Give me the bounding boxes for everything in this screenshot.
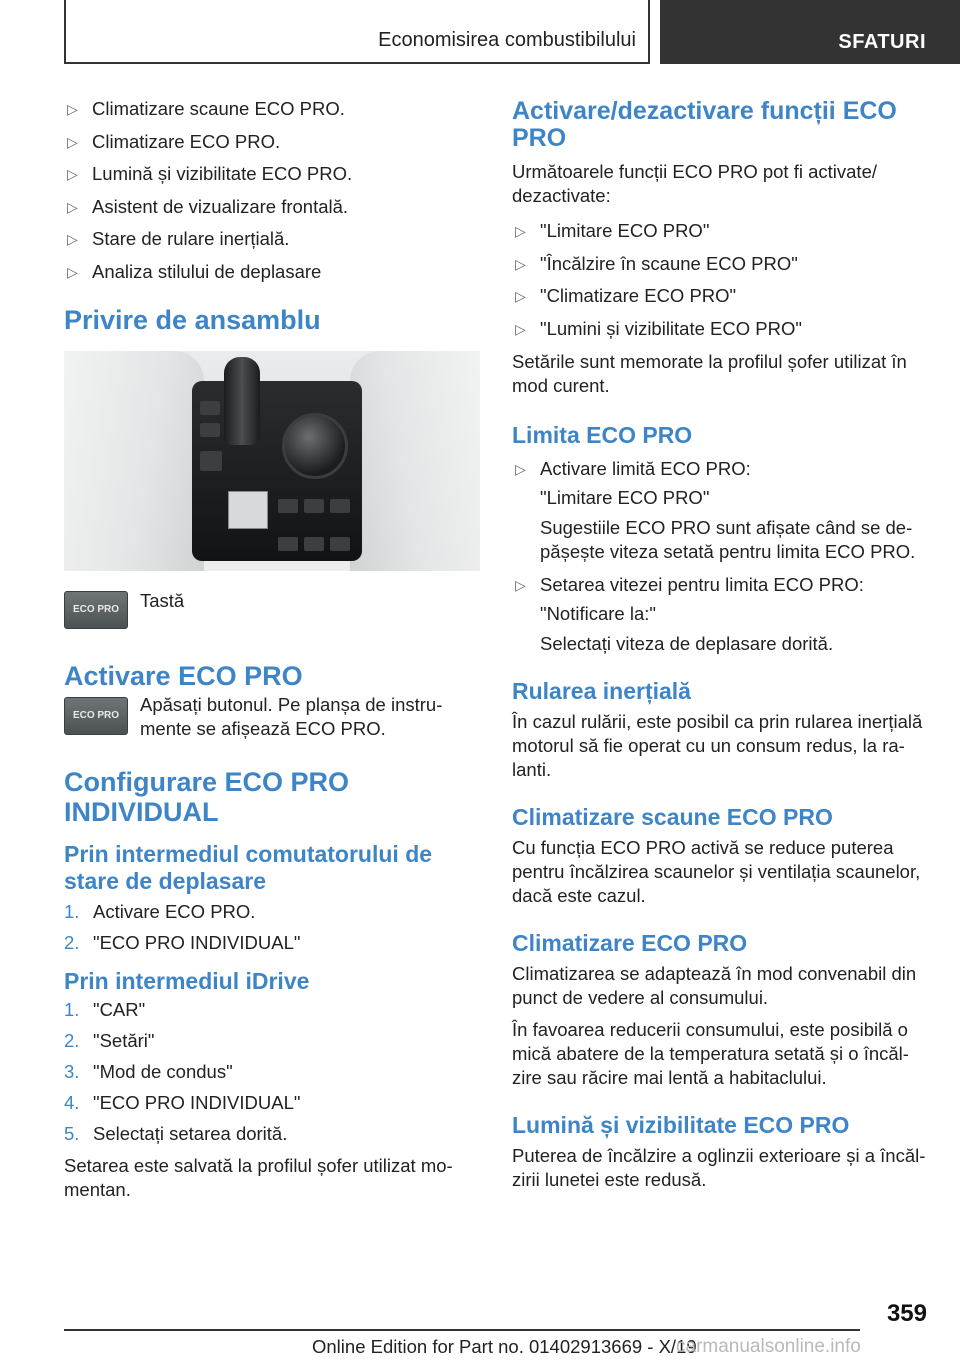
triangle-bullet-icon: ▷ <box>67 101 78 117</box>
seat-text: Cu funcția ECO PRO activă se reduce puterea pentru încălzirea scaunelor și ventilația scaunelor, dacă este cazul. <box>512 837 921 906</box>
center-console-photo <box>64 351 480 571</box>
edition-text: Online Edition for Part no. 01402913669 - X/19 <box>312 1336 697 1357</box>
triangle-bullet-icon: ▷ <box>515 577 526 593</box>
limit-heading: Limita ECO PRO <box>512 422 693 448</box>
coast-text: În cazul rulării, este posibil ca prin rularea inerțială motorul să fie operat cu un consum redus, la ralanti. <box>512 711 923 780</box>
list-item: 2. "ECO PRO INDIVIDUAL" <box>64 931 301 953</box>
switch-steps <box>64 901 480 954</box>
footer-divider <box>64 1329 860 1331</box>
list-item: ▷ Analiza stilului de deplasare <box>64 261 480 283</box>
list-item: ▷ Climatizare scaune ECO PRO. <box>64 98 480 120</box>
chapter-title: Economisirea combustibilului <box>378 29 636 51</box>
header-bar <box>64 0 650 64</box>
feature-list <box>64 98 480 283</box>
activate-row <box>64 693 480 741</box>
list-item: ▷ "Încălzire în scaune ECO PRO" <box>512 253 932 275</box>
key-caption: Tastă <box>140 589 185 611</box>
list-item: 5. Selectați setarea dorită. <box>64 1122 288 1144</box>
list-item: ▷ Asistent de vizualizare frontală. <box>64 196 480 218</box>
page-number: 359 <box>886 1300 927 1327</box>
list-item: ▷ "Limitare ECO PRO" <box>512 220 932 242</box>
list-item: 1. Activare ECO PRO. <box>64 900 256 922</box>
light-heading: Lumină și vizibilitate ECO PRO <box>512 1112 850 1138</box>
eco-pro-key-icon: ECO PRO <box>64 591 128 629</box>
via-switch-heading: Prin intermediul comutatorului de stare de deplasare <box>64 840 433 894</box>
list-item: ▷ "Lumini și vizibilitate ECO PRO" <box>512 318 932 340</box>
key-row <box>64 591 480 629</box>
triangle-bullet-icon: ▷ <box>515 320 526 337</box>
section-label: SFATURI <box>838 31 926 53</box>
watermark: carmanualsonline.info <box>676 1336 861 1357</box>
list-item: 2. "Setări" <box>64 1029 155 1051</box>
triangle-bullet-icon: ▷ <box>67 231 78 247</box>
list-item: ▷ Climatizare ECO PRO. <box>64 131 480 153</box>
triangle-bullet-icon: ▷ <box>67 166 78 182</box>
list-item: 3. "Mod de condus" <box>64 1060 233 1082</box>
config-heading: Configurare ECO PRO INDIVIDUAL <box>64 766 350 827</box>
right-column <box>512 98 932 1192</box>
limit-list: ▷ Activare limită ECO PRO: "Limitare ECO PRO" Sugestiile ECO PRO sunt afișate când se depășește viteza setată pentru limita ECO PRO. ▷ Setarea vitezei pentru limita ECO PRO: "Notificare la:" Selectați viteza de deplasare dorită. <box>512 458 932 656</box>
activate-heading: Activare ECO PRO <box>64 660 303 691</box>
list-item: ▷ Setarea vitezei pentru limita ECO PRO: <box>512 574 932 596</box>
triangle-bullet-icon: ▷ <box>515 223 526 239</box>
triangle-bullet-icon: ▷ <box>67 263 78 280</box>
saved-text: Setarea este salvată la profilul șofer utilizat momentan. <box>64 1154 453 1200</box>
idrive-steps <box>64 999 480 1145</box>
list-item: ▷ Activare limită ECO PRO: <box>512 458 932 480</box>
clim-text-1: Climatizarea se adaptează în mod convenabil din punct de vedere al consumului. <box>512 963 917 1008</box>
left-column <box>64 98 480 1202</box>
triangle-bullet-icon: ▷ <box>67 198 78 215</box>
act-saved: Setările sunt memorate la profilul șofer utilizat în mod curent. <box>512 351 907 396</box>
seat-heading: Climatizare scaune ECO PRO <box>512 804 833 830</box>
list-item: ▷ Stare de rulare inerțială. <box>64 228 480 250</box>
triangle-bullet-icon: ▷ <box>515 255 526 272</box>
triangle-bullet-icon: ▷ <box>515 461 526 477</box>
list-item: 1. "CAR" <box>64 998 146 1020</box>
overview-heading: Privire de ansamblu <box>64 304 321 335</box>
triangle-bullet-icon: ▷ <box>515 288 526 304</box>
activate-text: Apăsați butonul. Pe planșa de instrumente se afișează ECO PRO. <box>140 693 443 739</box>
list-item: ▷ "Climatizare ECO PRO" <box>512 285 932 307</box>
coast-heading: Rularea inerțială <box>512 678 691 704</box>
via-idrive-heading: Prin intermediul iDrive <box>64 967 310 994</box>
triangle-bullet-icon: ▷ <box>67 133 78 150</box>
eco-pro-key-icon: ECO PRO <box>64 697 128 735</box>
function-list <box>512 220 932 340</box>
list-item: 4. "ECO PRO INDIVIDUAL" <box>64 1091 301 1113</box>
section-tab <box>660 0 960 64</box>
act-intro: Următoarele funcții ECO PRO pot fi activate/ dezactivate: <box>512 161 877 206</box>
activate-functions-heading: Activare/dezactivare funcții ECO PRO <box>512 97 897 152</box>
clim-heading: Climatizare ECO PRO <box>512 930 748 956</box>
light-text: Puterea de încălzire a oglinzii exterioare și a încălzirii lunetei este redusă. <box>512 1145 926 1190</box>
list-item: ▷ Lumină și vizibilitate ECO PRO. <box>64 163 480 185</box>
clim-text-2: În favoarea reducerii consumului, este posibilă o mică abatere de la temperatura setată și o încălzire sau răcire mai lentă a habitaclului. <box>512 1019 909 1088</box>
